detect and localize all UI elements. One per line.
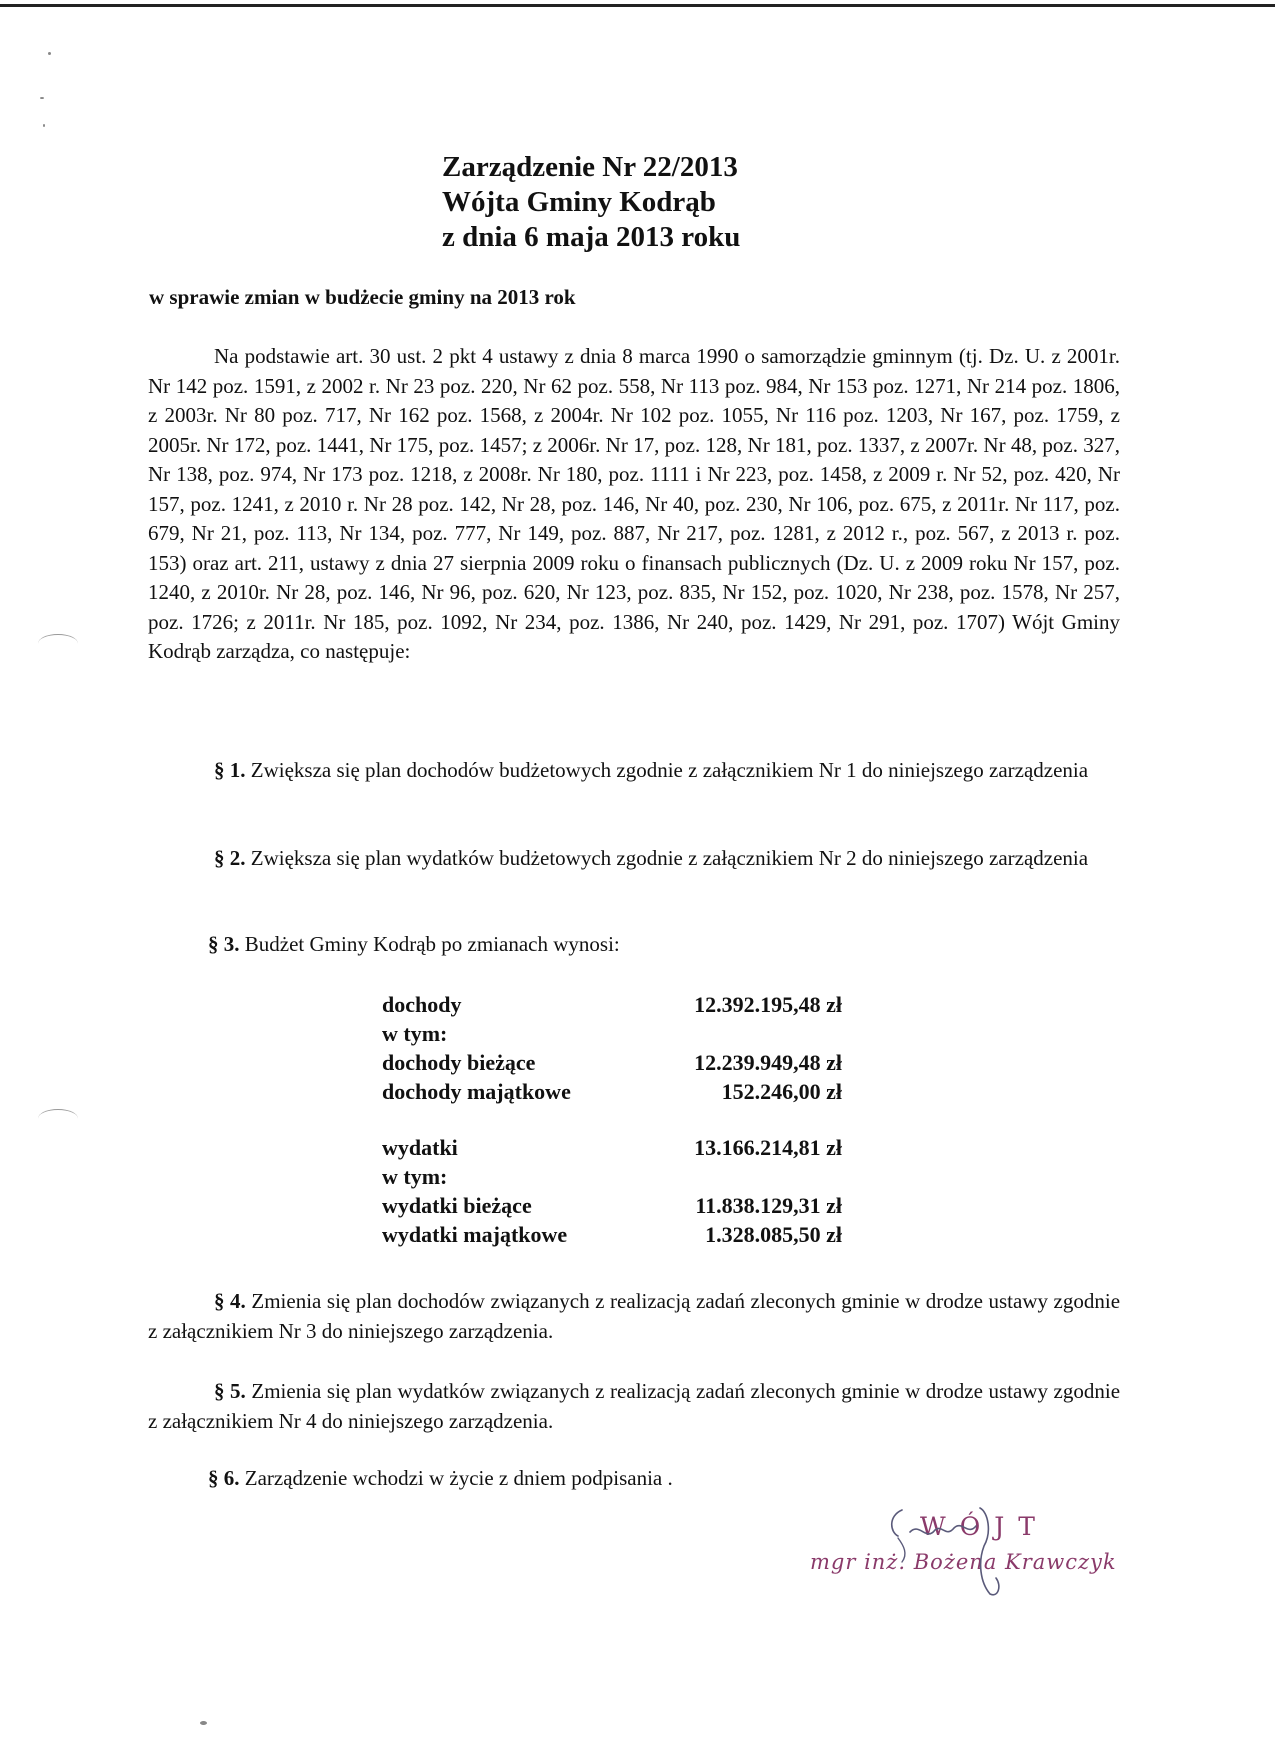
stamp-name: mgr inż. Bożena Krawczyk [810,1550,1117,1574]
section-text: Zwiększa się plan dochodów budżetowych zgodnie z załącznikiem Nr 1 do niniejszego zarządzenia [250,758,1089,782]
scan-speck [43,124,45,127]
section-text: Budżet Gminy Kodrąb po zmianach wynosi: [244,932,620,956]
budget-row [382,1019,842,1048]
budget-row [382,1162,842,1191]
section-number: § 3. [208,932,240,956]
budget-label: dochody bieżące [382,1050,536,1075]
budget-value: 152.246,00 zł [721,1079,842,1104]
budget-row [382,1191,842,1220]
section-2 [148,844,1120,874]
budget-label: w tym: [382,1164,448,1189]
scan-punch-hole-mark [38,634,78,653]
scan-punch-hole-mark [38,1109,78,1128]
budget-value: 11.838.129,31 zł [695,1193,842,1218]
section-number: § 1. [214,758,246,782]
budget-value: 12.392.195,48 zł [694,992,842,1017]
section-text: Zarządzenie wchodzi w życie z dniem podpisania . [244,1466,673,1490]
title-line: Wójta Gminy Kodrąb [442,186,716,218]
scan-speck [40,97,44,99]
top-border-line [0,4,1275,7]
document-subject: w sprawie zmian w budżecie gminy na 2013 rok [149,285,576,309]
scan-speck [200,1721,207,1725]
budget-row [382,1220,842,1249]
budget-row [382,990,842,1019]
budget-label: wydatki majątkowe [382,1222,568,1247]
budget-row [382,1077,842,1106]
section-6 [148,1464,1120,1494]
section-number: § 4. [214,1289,246,1313]
section-number: § 2. [214,846,246,870]
preamble-paragraph [148,342,1120,667]
section-4 [148,1287,1120,1346]
budget-row [382,1048,842,1077]
budget-label: dochody majątkowe [382,1079,571,1104]
section-text: Zmienia się plan dochodów związanych z realizacją zadań zleconych gminie w drodze ustawy zgodnie z załącznikiem Nr 3 do niniejszego zarządzenia. [148,1289,1121,1343]
handwritten-signature [880,1502,1030,1602]
budget-label: wydatki [382,1135,458,1160]
budget-summary [382,990,842,1249]
section-3 [148,930,1120,960]
section-number: § 6. [208,1466,240,1490]
budget-value: 1.328.085,50 zł [705,1222,842,1247]
budget-label: wydatki bieżące [382,1193,532,1218]
scan-speck [48,52,51,55]
section-number: § 5. [214,1379,246,1403]
preamble-text: Na podstawie art. 30 ust. 2 pkt 4 ustawy z dnia 8 marca 1990 o samorządzie gminnym (tj. Dz. U. z 2001r. Nr 142 poz. 1591, z 2002 r. Nr 23 poz. 220, Nr 62 poz. 558, Nr 113 poz. 984, Nr 153 poz. 1271, Nr 214 poz. 1806, z 2003r. Nr 80 poz. 717, Nr 162 poz. 1568, z 2004r. Nr 102 poz. 1055, Nr 116 poz. 1203, Nr 167, poz. 1759, z 2005r. Nr 172, poz. 1441, Nr 175, poz. 1457; z 2006r. Nr 17, poz. 128, Nr 181, poz. 1337, z 2007r. Nr 48, poz. 327, Nr 138, poz. 974, Nr 173 poz. 1218, z 2008r. Nr 180, poz. 1111 i Nr 223, poz. 1458, z 2009 r. Nr 52, poz. 420, Nr 157, poz. 1241, z 2010 r. Nr 28 poz. 142, Nr 28, poz. 146, Nr 40, poz. 230, Nr 106, poz. 675, z 2011r. Nr 117, poz. 679, Nr 21, poz. 113, Nr 134, poz. 777, Nr 149, poz. 887, Nr 217, poz. 1281, z 2012 r., poz. 567, z 2013 r. poz. 153) oraz art. 211, ustawy z dnia 27 sierpnia 2009 roku o finansach publicznych (Dz. U. z 2009 roku Nr 157, poz. 1240, z 2010r. Nr 28, poz. 146, Nr 96, poz. 620, Nr 123, poz. 835, Nr 152, poz. 1020, Nr 238, poz. 1578, Nr 257, poz. 1726; z 2011r. Nr 185, poz. 1092, Nr 234, poz. 1386, Nr 240, poz. 1429, Nr 291, poz. 1707) Wójt Gminy Kodrąb zarządza, co następuje: [148,344,1120,663]
section-text: Zmienia się plan wydatków związanych z realizacją zadań zleconych gminie w drodze ustawy zgodnie z załącznikiem Nr 4 do niniejszego zarządzenia. [148,1379,1121,1433]
section-1 [148,756,1120,786]
budget-row [382,1133,842,1162]
document-title [442,150,740,255]
budget-label: dochody [382,992,462,1017]
title-line: Zarządzenie Nr 22/2013 [442,151,738,183]
title-line: z dnia 6 maja 2013 roku [442,221,741,253]
budget-label: w tym: [382,1021,448,1046]
stamp-title: WÓJT [920,1512,1049,1541]
budget-value: 12.239.949,48 zł [694,1050,842,1075]
section-text: Zwiększa się plan wydatków budżetowych zgodnie z załącznikiem Nr 2 do niniejszego zarządzenia [250,846,1089,870]
budget-value: 13.166.214,81 zł [694,1135,842,1160]
section-5 [148,1377,1120,1436]
